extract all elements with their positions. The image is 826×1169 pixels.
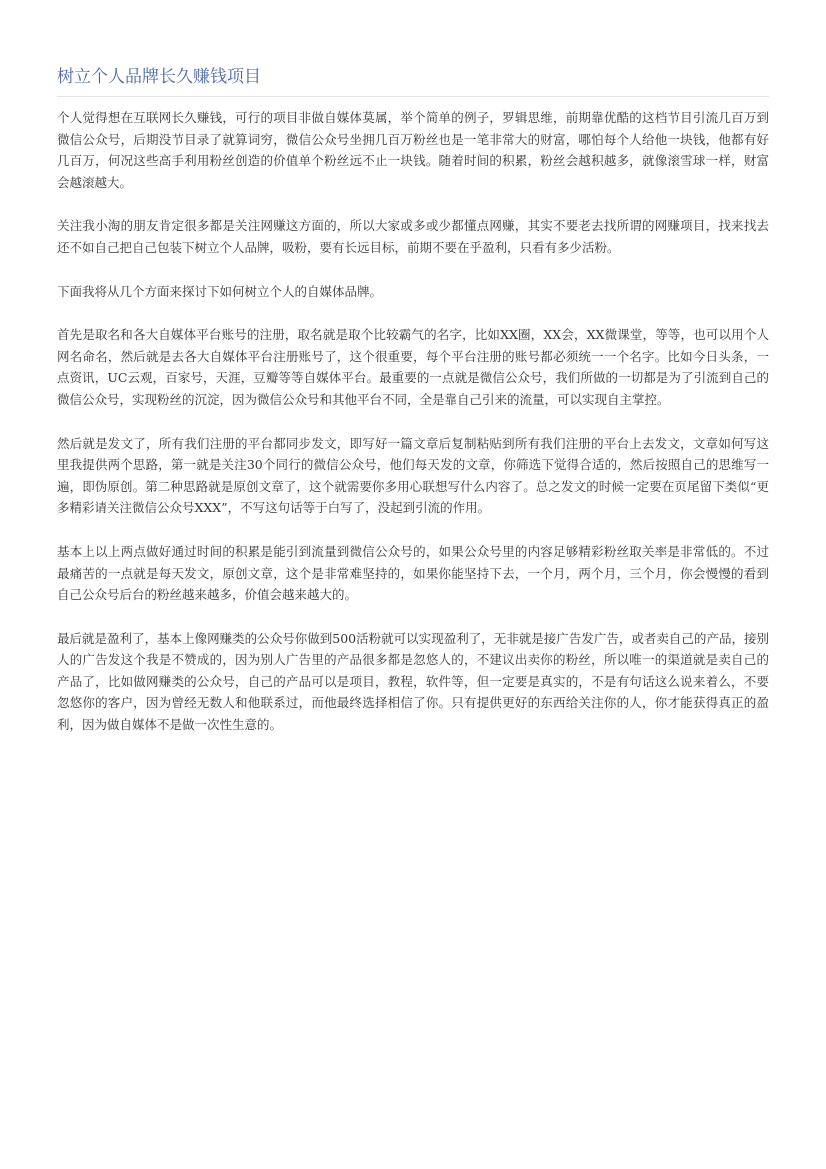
- paragraph-7: 最后就是盈利了，基本上像网赚类的公众号你做到500活粉就可以实现盈利了，无非就是接广告发广告，或者卖自己的产品，接别人的广告发这个我是不赞成的，因为别人广告里的产品很多都是忽悠人的，不建议出卖你的粉丝，所以唯一的渠道就是卖自己的产品了，比如做网赚类的公众号，自己的产品可以是项目，教程，软件等，但一定要是真实的，不是有句话这么说来着么，不要忽悠你的客户，因为曾经无数人和他联系过，而他最终选择相信了你。只有提供更好的东西给关注你的人，你才能获得真正的盈利，因为做自媒体不是做一次性生意的。: [57, 630, 769, 733]
- paragraph-2: 关注我小淘的朋友肯定很多都是关注网赚这方面的，所以大家或多或少都懂点网赚，其实不要老去找所谓的网赚项目，找来找去还不如自己把自己包装下树立个人品牌，吸粉，要有长远目标，前期不要在乎盈利，只看有多少活粉。: [57, 218, 769, 255]
- paragraph-3: 下面我将从几个方面来探讨下如何树立个人的自媒体品牌。: [57, 283, 383, 299]
- paragraph-5: 然后就是发文了，所有我们注册的平台都同步发文，即写好一篇文章后复制粘贴到所有我们注册的平台上去发文，文章如何写这里我提供两个思路，第一就是关注30个同行的微信公众号，他们每天发的文章，你筛选下觉得合适的，然后按照自己的思维写一遍，即伪原创。第二种思路就是原创文章了，这个就需要你多用心联想写什么内容了。总之发文的时候一定要在页尾留下类似“更多精彩请关注微信公众号XXX”，不写这句话等于白写了，没起到引流的作用。: [57, 435, 769, 516]
- article-body: [57, 107, 769, 736]
- paragraph-6: 基本上以上两点做好通过时间的积累是能引到流量到微信公众号的，如果公众号里的内容足够精彩粉丝取关率是非常低的。不过最痛苦的一点就是每天发文，原创文章，这个是非常难坚持的，如果你能坚持下去，一个月，两个月，三个月，你会慢慢的看到自己公众号后台的粉丝越来越多，价值会越来越大的。: [57, 543, 769, 603]
- paragraph-4: 首先是取名和各大自媒体平台账号的注册，取名就是取个比较霸气的名字，比如XX圈，XX会，XX微课堂，等等，也可以用个人网名命名，然后就是去各大自媒体平台注册账号了，这个很重要，每个平台注册的账号都必须统一一个名字。比如今日头条，一点资讯，UC云观，百家号，天涯，豆瓣等等自媒体平台。最重要的一点就是微信公众号，我们所做的一切都是为了引流到自己的微信公众号，实现粉丝的沉淀，因为微信公众号和其他平台不同，全是靠自己引来的流量，可以实现自主掌控。: [57, 327, 769, 407]
- title-divider: [57, 96, 769, 97]
- article-title: 树立个人品牌长久赚钱项目: [57, 67, 261, 87]
- document-page: [57, 0, 769, 758]
- paragraph-1: 个人觉得想在互联网长久赚钱，可行的项目非做自媒体莫属，举个简单的例子，罗辑思维，前期靠优酷的这档节目引流几百万到微信公众号，后期没节目录了就算词穷，微信公众号坐拥几百万粉丝也是一笔非常大的财富，哪怕每个人给他一块钱，他都有好几百万，何况这些高手利用粉丝创造的价值单个粉丝远不止一块钱。随着时间的积累，粉丝会越积越多，就像滚雪球一样，财富会越滚越大。: [57, 110, 769, 190]
